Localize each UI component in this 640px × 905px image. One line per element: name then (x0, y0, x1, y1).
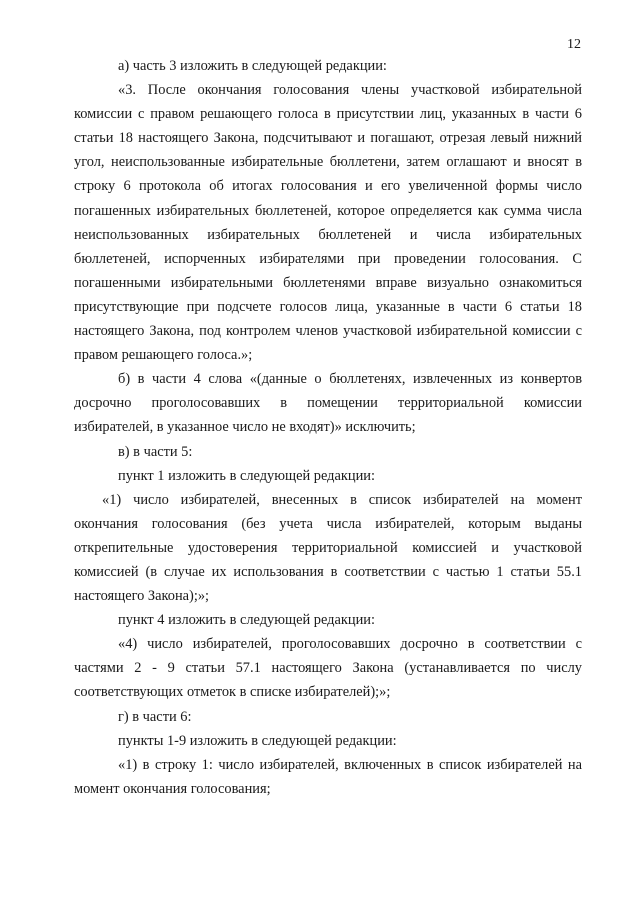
paragraph-point-1-text: «1) число избирателей, внесенных в список избирателей на момент окончания голосования (без учета числа избирателей, которым выданы открепительные удостоверения территориальной комиссией и участковой комиссией (в случае их использования в соответствии с частью 1 статьи 55.1 настоящего Закона);»; (74, 491, 582, 605)
paragraph-item-a: а) часть 3 изложить в следующей редакции: (118, 58, 387, 74)
paragraph-point-1-intro: пункт 1 изложить в следующей редакции: (118, 467, 375, 484)
paragraph-line-1-text: «1) в строку 1: число избирателей, включенных в список избирателей на момент окончания голосования; (74, 756, 582, 797)
paragraph-points-1-9-intro: пункты 1-9 изложить в следующей редакции: (118, 732, 397, 749)
document-body (74, 54, 582, 801)
paragraph-point-4-text: «4) число избирателей, проголосовавших досрочно в соответствии с частями 2 - 9 статьи 57.1 настоящего Закона (устанавливается по числу соответствующих отметок в списке избирателей);»; (74, 636, 582, 701)
paragraph-item-g: г) в части 6: (118, 708, 192, 725)
paragraph-part-3-text: «3. После окончания голосования члены участковой избирательной комиссии с правом решающего голоса в присутствии лиц, указанных в части 6 статьи 18 настоящего Закона, подсчитывают и погашают, отрезая левый нижний угол, неиспользованные избирательные бюллетени, затем оглашают и вносят в строку 6 протокола об итогах голосования и его увеличенной формы число погашенных избирательных бюллетеней, которое определяется как сумма числа неиспользованных избирательных бюллетеней и числа избирательных бюллетеней, испорченных избирателями при проведении голосования. С погашенными избирательными бюллетенями вправе визуально ознакомиться присутствующие при подсчете голосов лица, указанные в части 6 статьи 18 настоящего Закона, под контролем членов участковой избирательной комиссии с правом решающего голоса.»; (74, 82, 582, 364)
paragraph-item-v: в) в части 5: (118, 443, 193, 460)
paragraph-item-b: б) в части 4 слова «(данные о бюллетенях, извлеченных из конвертов досрочно проголосовавших в помещении территориальной комиссии избирателей, в указанное число не входят)» исключить; (74, 371, 582, 436)
paragraph-point-4-intro: пункт 4 изложить в следующей редакции: (118, 612, 375, 629)
page-number: 12 (567, 37, 581, 52)
